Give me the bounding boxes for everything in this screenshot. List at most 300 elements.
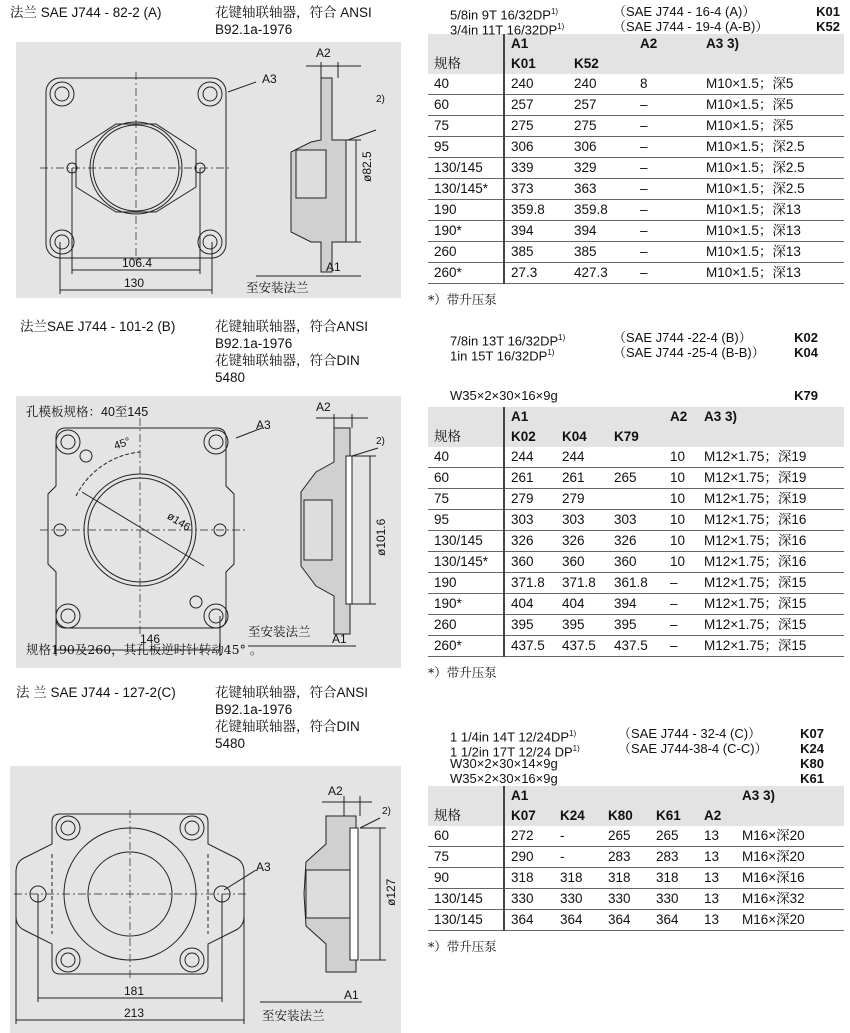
- cell-text: M12×1.75；深15: [698, 594, 844, 615]
- cell-text: 40: [428, 74, 504, 95]
- cell-text: M10×1.5；深13: [700, 242, 844, 263]
- cell-text: B92.1a-1976: [215, 702, 293, 717]
- drawings-column: [0, 0, 410, 1023]
- cell-text: 290: [504, 847, 554, 868]
- cell-text: 240: [504, 74, 568, 95]
- cell-text: [736, 806, 844, 826]
- cell-text: M16×深16: [736, 868, 844, 889]
- cell-text: 130/145: [428, 158, 504, 179]
- code-line: [428, 726, 848, 745]
- table-row: [428, 510, 844, 531]
- bolt-circle-label: ø146: [164, 510, 193, 534]
- cell-text: 花键轴联轴器，符合DIN: [215, 719, 360, 734]
- cell-text: K02: [504, 427, 556, 447]
- cell-text: M10×1.5；深5: [700, 95, 844, 116]
- cell-text: 1 1/2in 17T 12/24 DP: [450, 744, 573, 760]
- cell-text: 330: [554, 889, 602, 910]
- cell-text: –: [634, 137, 700, 158]
- cell-text: 363: [568, 179, 634, 200]
- cell-text: –: [664, 615, 698, 636]
- label-a1: A1: [344, 988, 359, 1002]
- table-row: [428, 221, 844, 242]
- table-row: [428, 826, 844, 847]
- code-line: [428, 771, 848, 786]
- cell-text: 303: [504, 510, 556, 531]
- cell-text: [608, 407, 664, 427]
- table-row: [428, 552, 844, 573]
- cell-text: 404: [556, 594, 608, 615]
- cell-text: A2: [634, 34, 700, 54]
- cell-text: [700, 54, 844, 74]
- cell-text: 5480: [215, 370, 246, 385]
- cell-text: [650, 786, 698, 806]
- mount-label: 至安装法兰: [248, 624, 311, 639]
- footnote: *）带升压泵: [428, 939, 497, 954]
- cell-text: 130/145: [428, 531, 504, 552]
- table-row: [428, 868, 844, 889]
- table-row: [428, 158, 844, 179]
- cell-text: 75: [428, 847, 504, 868]
- table-row: [428, 74, 844, 95]
- cell-text: K80: [800, 756, 824, 771]
- table-row: [428, 594, 844, 615]
- template-note: 孔模板规格：40至145: [26, 405, 149, 419]
- cell-text: 90: [428, 868, 504, 889]
- cell-text: [568, 34, 634, 54]
- cell-text: 5480: [215, 736, 246, 751]
- cell-text: 27.3: [504, 263, 568, 284]
- mount-label: 至安装法兰: [262, 1008, 325, 1023]
- cell-text: –: [634, 179, 700, 200]
- cell-text: （SAE J744 - 16-4 (A)）: [613, 4, 756, 19]
- cell-text: K80: [602, 806, 650, 826]
- cell-text: –: [634, 200, 700, 221]
- cell-text: 260*: [428, 263, 504, 284]
- code-line: [428, 4, 848, 23]
- cell-text: 306: [504, 137, 568, 158]
- cell-text: 303: [556, 510, 608, 531]
- cell-text: 318: [602, 868, 650, 889]
- cell-text: 330: [504, 889, 554, 910]
- cell-text: 13: [698, 826, 736, 847]
- cell-text: 规格: [428, 54, 504, 74]
- cell-text: 318: [504, 868, 554, 889]
- cell-text: 1): [557, 22, 565, 31]
- cell-text: M16×深32: [736, 889, 844, 910]
- code-line: [428, 330, 848, 349]
- cell-text: 371.8: [504, 573, 556, 594]
- cell-text: 40: [428, 447, 504, 468]
- cell-text: 257: [568, 95, 634, 116]
- cell-text: M16×深20: [736, 910, 844, 931]
- cell-text: 花键轴联轴器，符合ANSI: [215, 319, 369, 334]
- cell-text: 306: [568, 137, 634, 158]
- cell-text: 10: [664, 489, 698, 510]
- cell-text: M12×1.75；深19: [698, 447, 844, 468]
- cell-text: 395: [504, 615, 556, 636]
- cell-text: M12×1.75；深19: [698, 468, 844, 489]
- cell-text: 1): [550, 7, 559, 16]
- cell-text: 318: [650, 868, 698, 889]
- cell-text: [698, 786, 736, 806]
- cell-text: –: [634, 242, 700, 263]
- cell-text: A1: [504, 407, 556, 427]
- cell-text: 360: [608, 552, 664, 573]
- cell-text: K61: [800, 771, 824, 786]
- cell-text: 257: [504, 95, 568, 116]
- table-row: [428, 468, 844, 489]
- cell-text: M12×1.75；深15: [698, 636, 844, 657]
- cell-text: M10×1.5；深2.5: [700, 179, 844, 200]
- cell-text: 60: [428, 468, 504, 489]
- table-row: [428, 489, 844, 510]
- cell-text: 261: [556, 468, 608, 489]
- cell-text: （SAE J744 -22-4 (B)）: [613, 330, 752, 345]
- cell-text: 359.8: [568, 200, 634, 221]
- label-a2: A2: [316, 400, 331, 414]
- cell-text: 275: [504, 116, 568, 137]
- cell-text: 364: [650, 910, 698, 931]
- dim-outer: 213: [124, 1006, 145, 1020]
- cell-text: A3 3): [698, 407, 844, 427]
- cell-text: K01: [504, 54, 568, 74]
- table-row: [428, 847, 844, 868]
- cell-text: 265: [608, 468, 664, 489]
- cell-text: A3 3): [736, 786, 844, 806]
- cell-text: 95: [428, 510, 504, 531]
- table-b: [428, 407, 844, 657]
- cell-text: K07: [800, 726, 824, 741]
- rotation-note: 规格190及260，其孔板逆时针转动45° 。: [26, 642, 263, 657]
- cell-text: A2: [664, 407, 698, 427]
- cell-text: 260: [428, 615, 504, 636]
- table-row: [428, 263, 844, 284]
- code-line: [428, 741, 848, 760]
- note-2: 2): [382, 806, 391, 817]
- cell-text: 318: [554, 868, 602, 889]
- cell-text: 190*: [428, 221, 504, 242]
- cell-text: [602, 786, 650, 806]
- cell-text: 360: [556, 552, 608, 573]
- cell-text: 60: [428, 826, 504, 847]
- note-2: 2): [376, 436, 385, 447]
- cell-text: W30×2×30×14×9g: [450, 756, 558, 771]
- cell-text: 1): [572, 744, 580, 753]
- flange-c-header: [0, 684, 410, 760]
- cell-text: 10: [664, 552, 698, 573]
- cell-text: 360: [504, 552, 556, 573]
- cell-text: 437.5: [504, 636, 556, 657]
- cell-text: M10×1.5；深2.5: [700, 137, 844, 158]
- table-row: [428, 242, 844, 263]
- flange-a-title: 法兰 SAE J744 - 82-2 (A): [10, 5, 162, 20]
- cell-text: 75: [428, 116, 504, 137]
- cell-text: 359.8: [504, 200, 568, 221]
- table-row: [428, 200, 844, 221]
- cell-text: M16×深20: [736, 826, 844, 847]
- cell-text: M12×1.75；深16: [698, 531, 844, 552]
- cell-text: 130/145*: [428, 179, 504, 200]
- cell-text: 244: [556, 447, 608, 468]
- label-a2: A2: [316, 46, 331, 60]
- footnote: *）带升压泵: [428, 665, 497, 680]
- cell-text: 364: [602, 910, 650, 931]
- cell-text: 265: [602, 826, 650, 847]
- cell-text: 10: [664, 447, 698, 468]
- cell-text: A2: [698, 806, 736, 826]
- table-row: [428, 531, 844, 552]
- cell-text: –: [664, 636, 698, 657]
- cell-text: [698, 427, 844, 447]
- table-a: [428, 34, 844, 284]
- dim-inner: 181: [124, 984, 145, 998]
- cell-text: 279: [504, 489, 556, 510]
- cell-text: K07: [504, 806, 554, 826]
- cell-text: 190: [428, 200, 504, 221]
- cell-text: 371.8: [556, 573, 608, 594]
- cell-text: [556, 407, 608, 427]
- table-c-block: [428, 726, 848, 955]
- cell-text: B92.1a-1976: [215, 336, 293, 351]
- label-a1: A1: [326, 260, 341, 274]
- cell-text: 10: [664, 468, 698, 489]
- cell-text: W35×2×30×16×9g: [450, 388, 558, 403]
- label-a3: A3: [256, 860, 271, 874]
- cell-text: [634, 54, 700, 74]
- table-row: [428, 447, 844, 468]
- flange-c-drawing: [10, 766, 401, 1033]
- label-a1: A1: [332, 632, 347, 646]
- table-row: [428, 116, 844, 137]
- cell-text: 10: [664, 531, 698, 552]
- mount-label: 至安装法兰: [246, 280, 309, 295]
- cell-text: 385: [504, 242, 568, 263]
- cell-text: 规格: [428, 427, 504, 447]
- cell-text: [554, 786, 602, 806]
- table-row: [428, 615, 844, 636]
- cell-text: A1: [504, 34, 568, 54]
- cell-text: 329: [568, 158, 634, 179]
- cell-text: 279: [556, 489, 608, 510]
- cell-text: 75: [428, 489, 504, 510]
- dim-outer: 130: [124, 276, 145, 290]
- table-a-block: [428, 4, 848, 308]
- cell-text: K52: [568, 54, 634, 74]
- cell-text: –: [634, 95, 700, 116]
- flange-b-header: [0, 318, 410, 394]
- cell-text: 272: [504, 826, 554, 847]
- cell-text: –: [634, 221, 700, 242]
- cell-text: 8: [634, 74, 700, 95]
- flange-a-drawing: [16, 42, 401, 298]
- cell-text: [608, 489, 664, 510]
- cell-text: 244: [504, 447, 556, 468]
- cell-text: （SAE J744 - 32-4 (C)）: [618, 726, 762, 741]
- table-row: [428, 573, 844, 594]
- cell-text: 326: [556, 531, 608, 552]
- note-2: 2): [376, 94, 385, 105]
- flange-a-description: [215, 4, 405, 38]
- cell-text: 303: [608, 510, 664, 531]
- cell-text: （SAE J744 -25-4 (B-B)）: [613, 345, 765, 360]
- cell-text: 60: [428, 95, 504, 116]
- cell-text: M10×1.5；深5: [700, 116, 844, 137]
- cell-text: 190*: [428, 594, 504, 615]
- cell-text: –: [634, 263, 700, 284]
- diameter-label: ø82.5: [360, 151, 374, 182]
- code-line: [428, 345, 848, 364]
- cell-text: W35×2×30×16×9g: [450, 771, 558, 786]
- cell-text: 361.8: [608, 573, 664, 594]
- cell-text: K01: [816, 4, 840, 19]
- flange-c-description: [215, 684, 405, 752]
- dim-outer: 146: [140, 632, 161, 646]
- cell-text: 5/8in 9T 16/32DP: [450, 7, 551, 23]
- cell-text: –: [634, 158, 700, 179]
- cell-text: 385: [568, 242, 634, 263]
- cell-text: 260: [428, 242, 504, 263]
- cell-text: B92.1a-1976: [215, 22, 293, 37]
- flange-a-header: [0, 4, 410, 38]
- flange-c-title: 法 兰 SAE J744 - 127-2(C): [16, 685, 176, 700]
- cell-text: 10: [664, 510, 698, 531]
- cell-text: 1): [569, 729, 577, 738]
- cell-text: 7/8in 13T 16/32DP: [450, 333, 559, 349]
- cell-text: K24: [800, 741, 824, 756]
- cell-text: 339: [504, 158, 568, 179]
- cell-text: 395: [556, 615, 608, 636]
- cell-text: 326: [608, 531, 664, 552]
- table-row: [428, 137, 844, 158]
- cell-text: M16×深20: [736, 847, 844, 868]
- cell-text: 275: [568, 116, 634, 137]
- cell-text: 330: [650, 889, 698, 910]
- label-a3: A3: [262, 72, 277, 86]
- cell-text: [664, 427, 698, 447]
- cell-text: 364: [504, 910, 554, 931]
- cell-text: -: [554, 847, 602, 868]
- cell-text: 花键轴联轴器，符合DIN: [215, 353, 360, 368]
- cell-text: M10×1.5；深13: [700, 263, 844, 284]
- diameter-label: ø101.6: [374, 518, 388, 556]
- cell-text: A3 3): [700, 34, 844, 54]
- diameter-label: ø127: [384, 878, 398, 906]
- table-row: [428, 889, 844, 910]
- cell-text: M12×1.75；深15: [698, 573, 844, 594]
- flange-b-description: [215, 318, 405, 386]
- cell-text: 1): [558, 333, 566, 342]
- cell-text: 13: [698, 910, 736, 931]
- cell-text: A1: [504, 786, 554, 806]
- cell-text: M12×1.75；深19: [698, 489, 844, 510]
- cell-text: 1 1/4in 14T 12/24DP: [450, 729, 570, 745]
- cell-text: 394: [504, 221, 568, 242]
- cell-text: 330: [602, 889, 650, 910]
- cell-text: 437.5: [608, 636, 664, 657]
- footnote: *）带升压泵: [428, 292, 497, 307]
- table-c: [428, 786, 844, 931]
- table-row: [428, 95, 844, 116]
- cell-text: 283: [602, 847, 650, 868]
- cell-text: 95: [428, 137, 504, 158]
- label-a3: A3: [256, 418, 271, 432]
- cell-text: K02: [794, 330, 818, 345]
- cell-text: M10×1.5；深5: [700, 74, 844, 95]
- angle-label: 45°: [112, 435, 133, 453]
- cell-text: K79: [608, 427, 664, 447]
- label-a2: A2: [328, 784, 343, 798]
- cell-text: M10×1.5；深13: [700, 221, 844, 242]
- cell-text: 1in 15T 16/32DP: [450, 348, 548, 364]
- cell-text: 规格: [428, 806, 504, 826]
- cell-text: M10×1.5；深2.5: [700, 158, 844, 179]
- cell-text: –: [664, 594, 698, 615]
- cell-text: 394: [608, 594, 664, 615]
- cell-text: 364: [554, 910, 602, 931]
- cell-text: 265: [650, 826, 698, 847]
- cell-text: 花键轴联轴器，符合 ANSI: [215, 5, 372, 20]
- flange-b-title: 法兰SAE J744 - 101-2 (B): [20, 319, 176, 334]
- cell-text: K61: [650, 806, 698, 826]
- cell-text: 395: [608, 615, 664, 636]
- table-row: [428, 910, 844, 931]
- cell-text: [428, 786, 504, 806]
- cell-text: 283: [650, 847, 698, 868]
- dim-inner: 106.4: [122, 256, 153, 270]
- cell-text: 240: [568, 74, 634, 95]
- cell-text: 花键轴联轴器，符合ANSI: [215, 685, 369, 700]
- cell-text: 3/4in 11T 16/32DP: [450, 22, 558, 38]
- cell-text: 13: [698, 868, 736, 889]
- cell-text: 404: [504, 594, 556, 615]
- cell-text: 326: [504, 531, 556, 552]
- cell-text: 13: [698, 847, 736, 868]
- cell-text: M12×1.75；深16: [698, 510, 844, 531]
- cell-text: K79: [794, 388, 818, 403]
- cell-text: 130/145: [428, 910, 504, 931]
- code-line: [428, 388, 848, 403]
- cell-text: –: [634, 116, 700, 137]
- cell-text: （SAE J744-38-4 (C-C)）: [618, 741, 768, 756]
- cell-text: K52: [816, 19, 840, 34]
- cell-text: 394: [568, 221, 634, 242]
- cell-text: 437.5: [556, 636, 608, 657]
- flange-b-drawing: [16, 396, 401, 668]
- code-line: [428, 19, 848, 38]
- cell-text: K04: [794, 345, 818, 360]
- cell-text: 130/145*: [428, 552, 504, 573]
- cell-text: [428, 407, 504, 427]
- table-b-block: [428, 330, 848, 681]
- cell-text: 427.3: [568, 263, 634, 284]
- table-row: [428, 179, 844, 200]
- cell-text: 373: [504, 179, 568, 200]
- cell-text: 190: [428, 573, 504, 594]
- cell-text: 261: [504, 468, 556, 489]
- cell-text: 130/145: [428, 889, 504, 910]
- cell-text: （SAE J744 - 19-4 (A-B)）: [613, 19, 769, 34]
- cell-text: K04: [556, 427, 608, 447]
- cell-text: –: [664, 573, 698, 594]
- cell-text: 260*: [428, 636, 504, 657]
- cell-text: 13: [698, 889, 736, 910]
- cell-text: M12×1.75；深15: [698, 615, 844, 636]
- cell-text: 1): [547, 348, 555, 357]
- cell-text: M12×1.75；深16: [698, 552, 844, 573]
- cell-text: M10×1.5；深13: [700, 200, 844, 221]
- table-row: [428, 636, 844, 657]
- cell-text: -: [554, 826, 602, 847]
